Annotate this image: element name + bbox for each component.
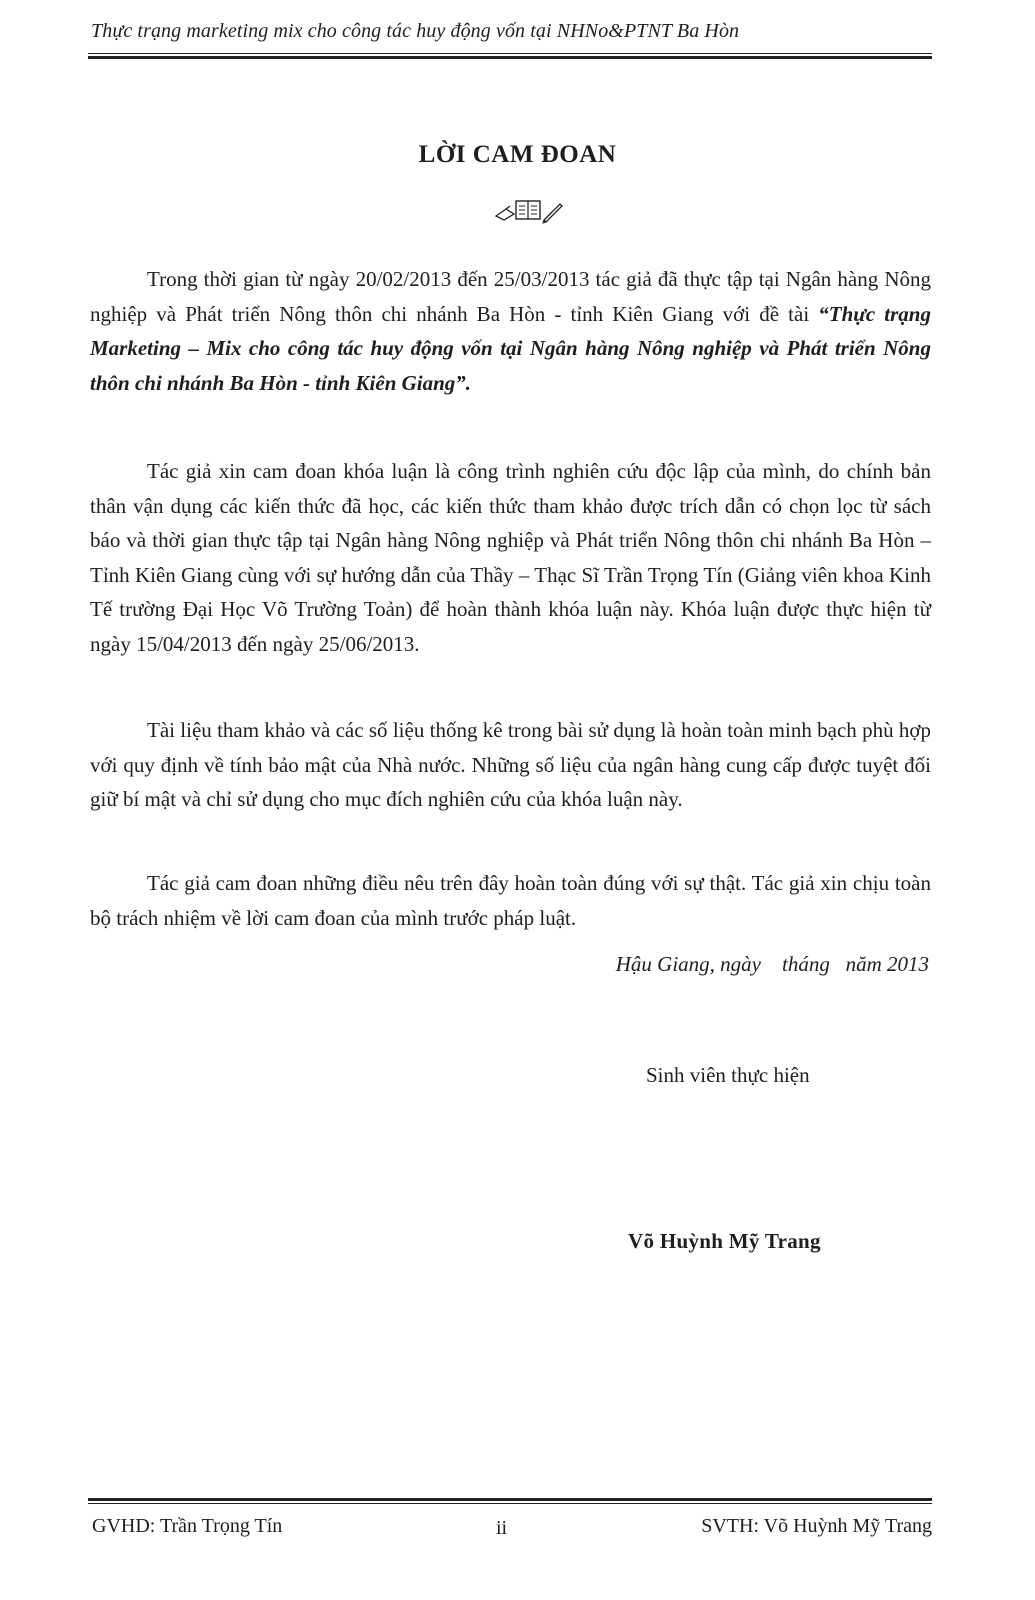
- thesis-topic: “Thực trạng Marketing – Mix cho công tác huy động vốn tại Ngân hàng Nông nghiệp và Phát triển Nông thôn chi nhánh Ba Hòn - tỉnh Kiên Giang”.: [90, 301, 931, 395]
- intro-text: Trong thời gian từ ngày 20/02/2013 đến 25/03/2013 tác giả đã thực tập tại Ngân hàng Nông nghiệp và Phát triển Nông thôn chi nhánh Ba Hòn - tỉnh Kiên Giang với đề tài: [90, 267, 931, 326]
- header-rule: [88, 53, 932, 59]
- paragraph-intro: [90, 262, 931, 400]
- paragraph-commitment: Tác giả cam đoan những điều nêu trên đây hoàn toàn đúng với sự thật. Tác giả xin chịu toàn bộ trách nhiệm về lời cam đoan của mình trước pháp luật.: [90, 871, 931, 930]
- paragraph-references: Tài liệu tham khảo và các số liệu thống kê trong bài sử dụng là hoàn toàn minh bạch phù hợp với quy định về tính bảo mật của Nhà nước. Những số liệu của ngân hàng cung cấp được tuyệt đối giữ bí mật và chỉ sử dụng cho mục đích nghiên cứu của khóa luận này.: [90, 718, 931, 811]
- signer-role: Sinh viên thực hiện: [646, 1063, 810, 1087]
- paragraph-declaration: Tác giả xin cam đoan khóa luận là công trình nghiên cứu độc lập của mình, do chính bản thân vận dụng các kiến thức đã học, các kiến thức tham khảo được trích dẫn có chọn lọc từ sách báo và thời gian thực tập tại Ngân hàng Nông nghiệp và Phát triển Nông thôn chi nhánh Ba Hòn – Tỉnh Kiên Giang cùng với sự hướng dẫn của Thầy – Thạc Sĩ Trần Trọng Tín (Giảng viên khoa Kinh Tế trường Đại Học Võ Trường Toản) để hoàn thành khóa luận này. Khóa luận được thực hiện từ ngày 15/04/2013 đến ngày 25/06/2013.: [90, 459, 931, 656]
- book-and-pen-ornament-icon: [494, 196, 564, 224]
- footer-student: SVTH: Võ Huỳnh Mỹ Trang: [701, 1515, 932, 1537]
- signer-name: Võ Huỳnh Mỹ Trang: [628, 1229, 821, 1253]
- footer-rule: [88, 1498, 932, 1504]
- footer-advisor: GVHD: Trần Trọng Tín: [92, 1515, 283, 1537]
- page-title: LỜI CAM ĐOAN: [418, 141, 617, 168]
- signature-date-line: Hậu Giang, ngày tháng năm 2013: [615, 952, 929, 976]
- running-header: Thực trạng marketing mix cho công tác huy động vốn tại NHNo&PTNT Ba Hòn: [91, 20, 740, 42]
- footer-page-number: ii: [496, 1517, 508, 1539]
